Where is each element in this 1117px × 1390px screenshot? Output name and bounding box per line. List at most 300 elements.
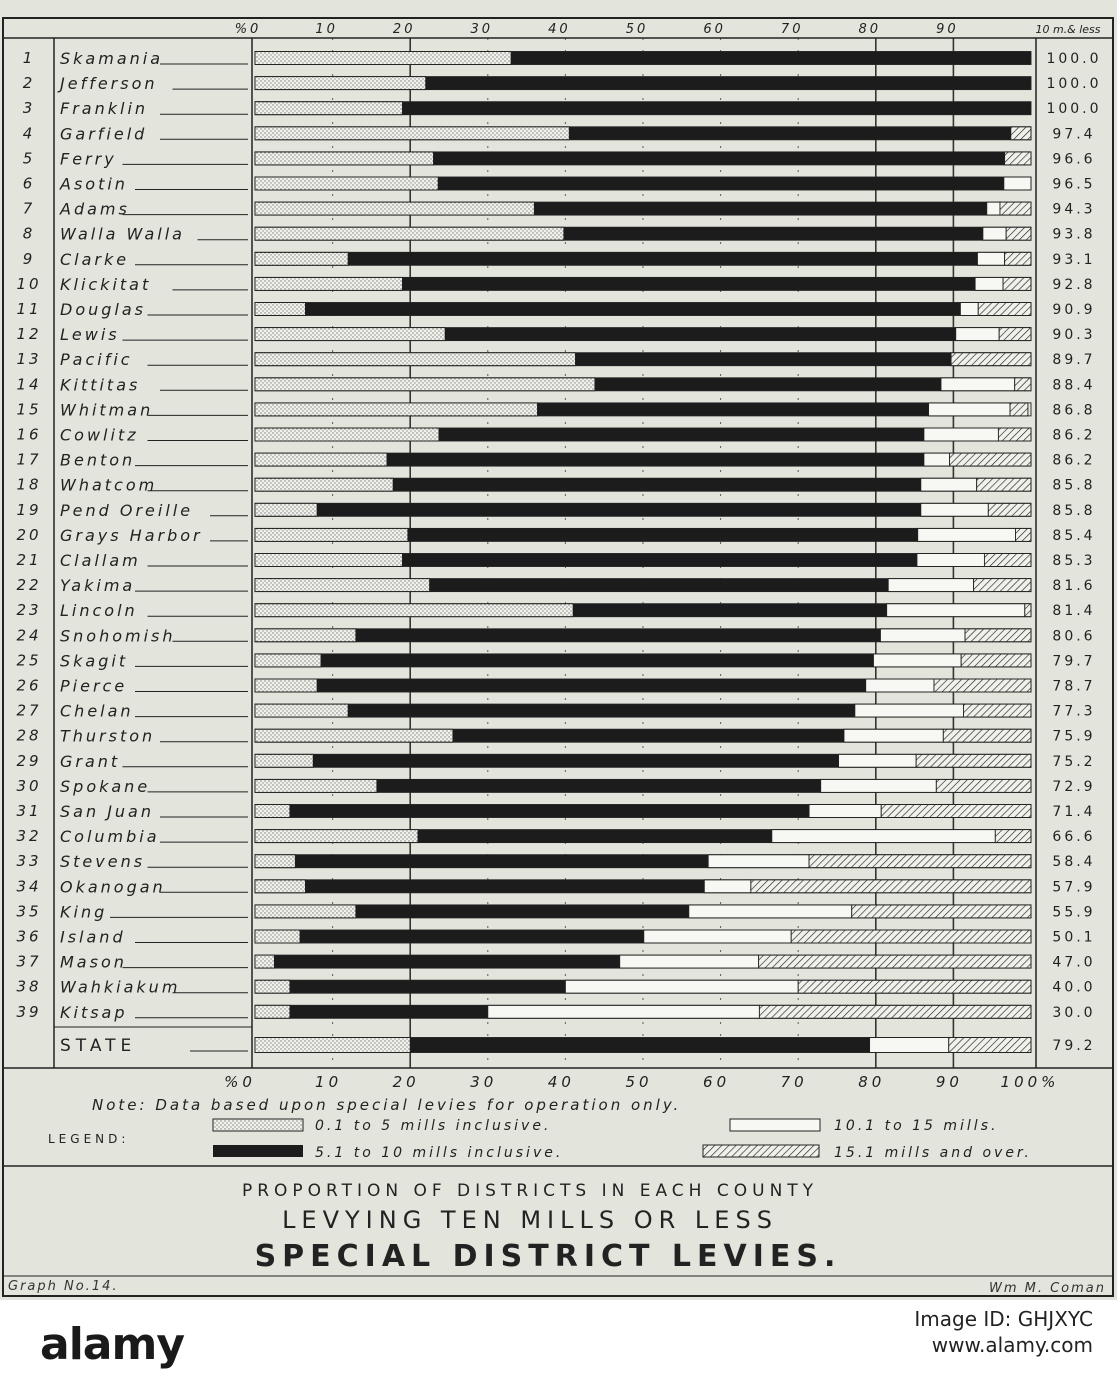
segment-0-5-mills [255,102,402,115]
segment-0-5-mills [255,980,290,993]
segment-0-5-mills [255,77,426,90]
county-row [16,777,1095,796]
row-value: 97.4 [1052,126,1096,143]
segment-0-5-mills [255,453,387,466]
county-row [16,300,1095,319]
segment-over-15-mills [934,679,1031,692]
county-name: Clallam [60,551,141,570]
row-number: 8 [22,224,36,243]
legend-item-solid: 5.1 to 10 mills inclusive. [315,1145,564,1161]
segment-5-10-mills [439,428,924,441]
segment-over-15-mills [1025,604,1031,617]
county-name: Ferry [60,149,117,169]
segment-10-15-mills [887,604,1025,617]
row-number: 25 [16,651,42,670]
row-number: 37 [16,952,42,971]
segment-5-10-mills [418,830,772,843]
row-value: 93.1 [1052,251,1096,268]
segment-5-10-mills [537,403,928,416]
segment-10-15-mills [620,955,759,968]
graph-number: Graph No.14. [8,1279,119,1294]
segment-10-15-mills [772,830,995,843]
county-name: Jefferson [60,74,158,94]
row-number: 17 [16,450,42,469]
segment-10-15-mills [960,303,978,316]
row-value: 96.6 [1052,151,1096,168]
segment-0-5-mills [255,830,418,843]
county-row [23,74,1102,93]
county-row [16,400,1095,419]
county-row [16,902,1095,921]
county-name: Cowlitz [60,425,139,445]
bottom-tick-label-10: 10 [315,1073,343,1091]
segment-0-5-mills [255,855,295,868]
county-row [16,426,1095,445]
county-name: Skagit [60,651,129,671]
row-value: 100.0 [1046,51,1102,67]
row-number: 2 [22,74,36,93]
segment-over-15-mills [1006,227,1031,240]
segment-5-10-mills [356,905,689,918]
row-number: 34 [16,877,42,896]
segment-over-15-mills [984,554,1031,567]
segment-0-5-mills [255,403,537,416]
segment-5-10-mills [348,704,855,717]
author-credit: Wm M. Coman [988,1281,1106,1296]
segment-over-15-mills [751,880,1031,893]
segment-10-15-mills [839,754,917,767]
segment-over-15-mills [798,980,1031,993]
segment-5-10-mills [290,980,565,993]
segment-0-5-mills [255,353,575,366]
row-number: 13 [16,350,42,369]
row-value: 58.4 [1052,854,1096,871]
county-name: Garfield [60,124,148,144]
legend-swatch-hatched [703,1145,819,1157]
row-number: 4 [22,124,36,143]
row-value: 75.9 [1052,728,1096,745]
bottom-tick-label-90: 90 [935,1073,963,1091]
segment-over-15-mills [1003,277,1031,290]
bottom-tick-label-60: 60 [703,1073,731,1091]
county-name: Thurston [60,726,156,746]
segment-5-10-mills [595,378,941,391]
segment-10-15-mills [689,905,852,918]
segment-10-15-mills [565,980,798,993]
bottom-tick-label-50: 50 [625,1073,653,1091]
segment-5-10-mills [317,679,866,692]
county-row [16,476,1095,495]
segment-over-15-mills [974,579,1031,592]
segment-over-15-mills [759,1005,1031,1018]
segment-5-10-mills [348,252,977,265]
segment-5-10-mills [410,1038,869,1053]
bottom-tick-label-80: 80 [858,1073,886,1091]
segment-5-10-mills [534,202,986,215]
segment-10-15-mills [921,478,977,491]
county-name: Mason [60,952,127,972]
row-value: 92.8 [1052,276,1096,293]
county-name: Island [60,927,126,947]
segment-over-15-mills [1000,202,1031,215]
segment-5-10-mills [290,805,809,818]
segment-over-15-mills [961,654,1031,667]
county-name: STATE [60,1036,137,1056]
title-line-1: PROPORTION OF DISTRICTS IN EACH COUNTY [241,1181,819,1201]
segment-10-15-mills [866,679,934,692]
segment-5-10-mills [402,102,1031,115]
top-tick-label-30: 30 [470,22,494,37]
segment-over-15-mills [951,353,1031,366]
segment-5-10-mills [433,152,1004,165]
row-value: 85.8 [1052,477,1096,494]
row-number: 29 [16,751,42,770]
segment-0-5-mills [255,528,408,541]
segment-10-15-mills [956,328,999,341]
segment-over-15-mills [998,428,1031,441]
row-value: 30.0 [1052,1004,1096,1021]
row-number: 10 [16,274,42,293]
segment-over-15-mills [809,855,1031,868]
county-name: San Juan [60,802,154,821]
segment-0-5-mills [255,930,300,943]
row-number: 16 [16,425,42,444]
row-value: 78.7 [1052,678,1096,695]
county-name: Grant [60,751,121,771]
county-row [16,852,1095,871]
county-name: Pierce [60,676,128,696]
row-value: 88.4 [1052,377,1096,394]
segment-5-10-mills [575,353,951,366]
row-number: 15 [16,400,42,419]
segment-0-5-mills [255,779,377,792]
top-tick-label-40: 40 [548,22,571,37]
row-value: 71.4 [1052,804,1096,820]
top-tick-label-70: 70 [780,22,804,37]
segment-5-10-mills [295,855,708,868]
title-line-2: LEVYING TEN MILLS OR LESS [282,1206,778,1234]
row-value: 81.4 [1052,603,1096,620]
watermark-image-id: Image ID: GHJXYC [914,1307,1093,1331]
county-name: Adams [60,199,130,219]
county-row [23,124,1096,143]
county-name: King [60,902,108,922]
segment-10-15-mills [821,779,937,792]
segment-10-15-mills [918,528,1016,541]
segment-5-10-mills [408,528,918,541]
segment-10-15-mills [1004,177,1031,190]
segment-over-15-mills [988,503,1031,516]
row-value: 89.7 [1052,352,1096,369]
row-value: 100.0 [1046,76,1102,93]
segment-0-5-mills [255,52,511,65]
row-value: 100.0 [1046,101,1102,118]
top-axis-start-label: %0 [234,22,262,37]
county-name: Franklin [60,99,149,119]
segment-over-15-mills [1015,378,1031,391]
row-number: 1 [22,49,36,67]
row-number: 11 [16,300,42,318]
county-name: Lincoln [60,601,138,621]
segment-10-15-mills [488,1005,760,1018]
county-name: Pacific [60,350,133,370]
county-row [16,702,1095,721]
segment-over-15-mills [965,629,1031,642]
segment-10-15-mills [987,202,1000,215]
county-name: Grays Harbor [60,525,203,545]
row-value: 80.6 [1052,628,1096,645]
state-row [60,1036,1096,1056]
segment-5-10-mills [569,127,1011,140]
segment-0-5-mills [255,202,534,215]
segment-over-15-mills [791,930,1031,943]
row-number: 33 [16,852,42,871]
legend-item-open: 10.1 to 15 mills. [834,1118,999,1134]
county-name: Klickitat [60,274,152,294]
segment-0-5-mills [255,880,305,893]
county-name: Yakima [60,576,136,596]
row-number: 27 [16,701,42,720]
county-name: Kitsap [60,1002,128,1022]
segment-0-5-mills [255,604,573,617]
row-value: 96.5 [1052,176,1096,193]
legend-swatch-open [730,1119,820,1131]
county-row [23,175,1096,194]
county-row [23,200,1096,219]
row-number: 26 [16,676,42,695]
county-row [16,928,1095,947]
row-value: 77.3 [1052,703,1096,720]
segment-10-15-mills [941,378,1015,391]
row-value: 75.2 [1052,753,1096,770]
row-value: 79.2 [1052,1038,1096,1054]
segment-over-15-mills [950,453,1031,466]
county-row [16,451,1095,470]
row-value: 85.8 [1052,502,1096,519]
legend-swatch-solid [213,1145,303,1157]
segment-over-15-mills [1011,127,1031,140]
segment-over-15-mills [936,779,1031,792]
segment-0-5-mills [255,152,433,165]
segment-0-5-mills [255,654,321,667]
row-number: 5 [22,149,36,168]
county-name: Benton [60,450,136,470]
segment-10-15-mills [880,629,965,642]
segment-10-15-mills [644,930,791,943]
row-value: 81.6 [1052,578,1096,595]
segment-10-15-mills [888,579,973,592]
segment-5-10-mills [313,754,838,767]
county-row [16,877,1095,896]
row-number: 30 [16,776,42,795]
county-row [23,225,1096,244]
segment-5-10-mills [511,52,1031,65]
row-value: 85.3 [1052,553,1096,569]
legend-item-dotted: 0.1 to 5 mills inclusive. [315,1118,552,1134]
segment-0-5-mills [255,177,438,190]
row-value: 55.9 [1052,904,1096,921]
row-number: 38 [16,977,42,996]
county-row [16,576,1095,595]
segment-0-5-mills [255,754,313,767]
row-value: 94.3 [1052,201,1096,218]
bottom-axis-start-label: %0 [224,1073,256,1091]
segment-10-15-mills [929,403,1010,416]
segment-0-5-mills [255,328,445,341]
segment-0-5-mills [255,955,274,968]
row-number: 36 [16,927,42,946]
segment-0-5-mills [255,1038,410,1053]
segment-5-10-mills [305,880,704,893]
row-value: 79.7 [1052,653,1096,670]
segment-0-5-mills [255,277,402,290]
county-row [16,325,1095,344]
row-number: 3 [22,99,36,118]
segment-over-15-mills [881,805,1031,818]
segment-5-10-mills [453,729,844,742]
segment-0-5-mills [255,127,569,140]
segment-5-10-mills [290,1005,488,1018]
top-tick-label-60: 60 [703,22,726,37]
row-value: 90.3 [1052,327,1096,344]
county-row [16,1003,1095,1022]
bottom-tick-label-70: 70 [780,1073,808,1091]
row-number: 35 [16,902,42,921]
row-number: 31 [16,802,42,820]
segment-5-10-mills [402,277,975,290]
county-name: Lewis [60,325,120,345]
segment-over-15-mills [1015,528,1031,541]
segment-0-5-mills [255,729,453,742]
county-name: Skamania [60,49,164,68]
county-row [16,601,1095,620]
row-number: 7 [22,199,36,218]
segment-5-10-mills [387,453,924,466]
segment-over-15-mills [1005,152,1031,165]
segment-5-10-mills [430,579,889,592]
segment-0-5-mills [255,428,439,441]
county-row [16,350,1095,369]
row-number: 18 [16,475,42,494]
top-tick-label-80: 80 [858,22,882,37]
county-row [16,827,1095,846]
segment-5-10-mills [274,955,619,968]
segment-5-10-mills [317,503,921,516]
bottom-tick-label-20: 20 [392,1073,420,1091]
segment-10-15-mills [921,503,989,516]
county-name: Wahkiakum [60,977,181,997]
segment-5-10-mills [393,478,921,491]
row-number: 19 [16,500,42,519]
county-row [16,626,1095,645]
bottom-axis-ticks [315,1073,963,1091]
watermark-banner [0,1300,1117,1390]
county-row [23,49,1102,68]
row-number: 6 [22,174,36,193]
county-name: Chelan [60,701,134,721]
segment-over-15-mills [999,328,1031,341]
segment-10-15-mills [855,704,964,717]
county-name: Columbia [60,827,160,847]
row-number: 14 [16,375,42,394]
segment-10-15-mills [870,1038,949,1053]
bottom-axis-end-label: 100% [1000,1073,1060,1091]
segment-0-5-mills [255,905,356,918]
county-row [16,727,1095,746]
top-tick-label-20: 20 [392,22,416,37]
segment-5-10-mills [426,77,1031,90]
county-name: Whitman [60,400,154,420]
segment-5-10-mills [564,227,983,240]
county-name: Asotin [60,174,128,194]
top-tick-label-90: 90 [936,22,959,37]
segment-5-10-mills [573,604,887,617]
segment-0-5-mills [255,805,290,818]
segment-10-15-mills [983,227,1006,240]
segment-10-15-mills [977,252,1004,265]
top-tick-label-10: 10 [315,22,338,37]
segment-over-15-mills [963,704,1031,717]
segment-0-5-mills [255,579,430,592]
watermark-url: www.alamy.com [931,1333,1093,1357]
county-name: Kittitas [60,375,141,395]
segment-0-5-mills [255,378,595,391]
segment-5-10-mills [377,779,821,792]
segment-5-10-mills [321,654,874,667]
segment-0-5-mills [255,478,393,491]
row-value: 50.1 [1052,929,1096,946]
bottom-tick-label-40: 40 [547,1073,575,1091]
row-number: 20 [16,525,42,544]
row-number: 39 [16,1002,42,1021]
segment-over-15-mills [995,830,1031,843]
county-row [16,978,1095,997]
county-name: Spokane [60,776,151,796]
county-row [23,99,1102,118]
county-row [16,551,1095,570]
segment-10-15-mills [975,277,1003,290]
segment-0-5-mills [255,503,317,516]
row-value: 66.6 [1052,829,1096,846]
county-name: Clarke [60,249,130,269]
segment-0-5-mills [255,554,402,567]
row-number: 9 [22,249,36,268]
row-value: 93.8 [1052,226,1096,243]
county-name: Whatcom [60,475,158,495]
row-number: 23 [16,601,42,620]
row-number: 21 [16,551,42,569]
segment-over-15-mills [852,905,1031,918]
segment-over-15-mills [759,955,1031,968]
segment-10-15-mills [704,880,751,893]
county-row [16,275,1095,294]
county-name: Pend Oreille [60,500,194,520]
segment-over-15-mills [978,303,1031,316]
county-row [16,375,1095,394]
top-axis-ticks [315,22,958,37]
legend-item-hatched: 15.1 mills and over. [834,1145,1032,1161]
segment-over-15-mills [916,754,1031,767]
top-tick-label-50: 50 [625,22,649,37]
row-value: 57.9 [1052,879,1096,896]
segment-5-10-mills [402,554,916,567]
legend-swatch-dotted [213,1119,303,1131]
row-number: 28 [16,726,42,745]
county-name: Stevens [60,852,146,872]
segment-over-15-mills [1010,403,1028,416]
segment-5-10-mills [305,303,960,316]
segment-0-5-mills [255,629,356,642]
